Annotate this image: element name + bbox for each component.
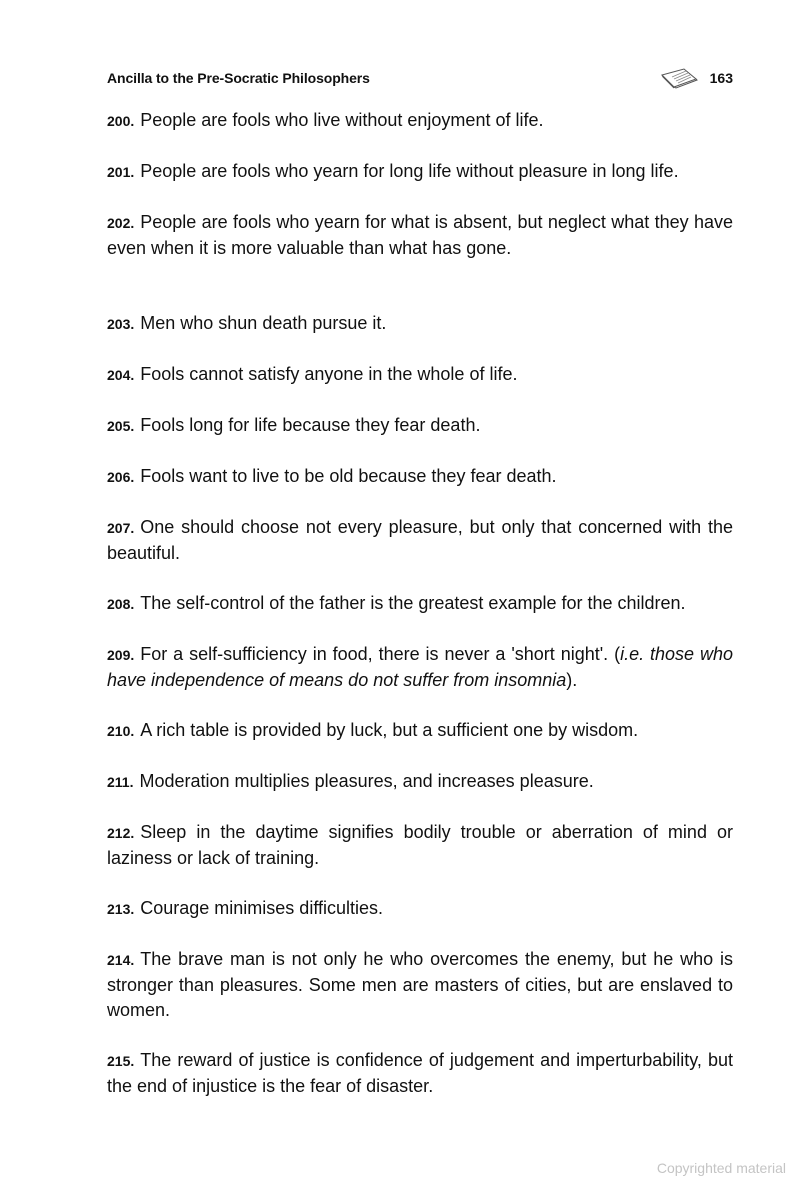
entry-209: [107, 642, 733, 693]
entry-number: 204.: [107, 367, 135, 383]
entry-number: 213.: [107, 901, 135, 917]
entry-text: Sleep in the daytime signifies bodily trouble or aberration of mind or laziness or lack of training.: [107, 822, 733, 868]
entry-200: [107, 108, 733, 134]
entry-215: [107, 1048, 733, 1099]
entry-text: People are fools who yearn for long life without pleasure in long life.: [140, 161, 679, 181]
entry-210: [107, 718, 733, 744]
entry-text: Men who shun death pursue it.: [140, 313, 387, 333]
running-header: [107, 66, 733, 90]
entry-text: People are fools who yearn for what is absent, but neglect what they have even when it is more valuable than what has gone.: [107, 212, 733, 258]
entry-number: 205.: [107, 418, 135, 434]
entry-213: [107, 896, 733, 922]
entry-number: 206.: [107, 469, 135, 485]
entry-number: 207.: [107, 520, 135, 536]
entry-italic-gloss: i.e. those who have independence of means do not suffer from insomnia: [107, 644, 733, 690]
entry-text: People are fools who live without enjoyment of life.: [140, 110, 544, 130]
entry-number: 203.: [107, 316, 135, 332]
entry-number: 200.: [107, 113, 135, 129]
entry-203: [107, 311, 733, 337]
entry-201: [107, 159, 733, 185]
entry-text: Fools cannot satisfy anyone in the whole of life.: [140, 364, 518, 384]
aphorism-list: [107, 108, 733, 1099]
entry-text-tail: ).: [566, 670, 578, 690]
entry-number: 208.: [107, 596, 135, 612]
entry-208: [107, 591, 733, 617]
entry-205: [107, 413, 733, 439]
entry-number: 210.: [107, 723, 135, 739]
entry-211: [107, 769, 733, 795]
entry-text: Fools long for life because they fear death.: [140, 415, 481, 435]
copyright-watermark: Copyrighted material: [656, 1160, 786, 1176]
entry-text: Moderation multiplies pleasures, and increases pleasure.: [139, 771, 594, 791]
page-number: 163: [709, 70, 733, 86]
entry-204: [107, 362, 733, 388]
book-title: Ancilla to the Pre-Socratic Philosophers: [107, 70, 370, 86]
entry-text: One should choose not every pleasure, but only that concerned with the beautiful.: [107, 517, 733, 563]
entry-number: 214.: [107, 952, 135, 968]
entry-text: A rich table is provided by luck, but a sufficient one by wisdom.: [140, 720, 639, 740]
entry-206: [107, 464, 733, 490]
entry-text: The brave man is not only he who overcomes the enemy, but he who is stronger than pleasures. Some men are masters of cities, but are enslaved to women.: [107, 949, 733, 1020]
entry-number: 212.: [107, 825, 135, 841]
entry-text: The reward of justice is confidence of judgement and imperturbability, but the end of injustice is the fear of disaster.: [107, 1050, 733, 1096]
entry-number: 202.: [107, 215, 135, 231]
header-right: [660, 67, 733, 89]
entry-text: Courage minimises difficulties.: [140, 898, 384, 918]
entry-text: The self-control of the father is the greatest example for the children.: [140, 593, 686, 613]
book-icon: [660, 67, 698, 89]
entry-text: For a self-sufficiency in food, there is never a 'short night'. (: [140, 644, 621, 664]
entry-number: 201.: [107, 164, 135, 180]
entry-214: [107, 947, 733, 1023]
entry-number: 215.: [107, 1053, 135, 1069]
entry-text: Fools want to live to be old because they fear death.: [140, 466, 557, 486]
entry-number: 209.: [107, 647, 135, 663]
entry-202: [107, 210, 733, 261]
entry-207: [107, 515, 733, 566]
entry-number: 211.: [107, 774, 134, 790]
entry-212: [107, 820, 733, 871]
